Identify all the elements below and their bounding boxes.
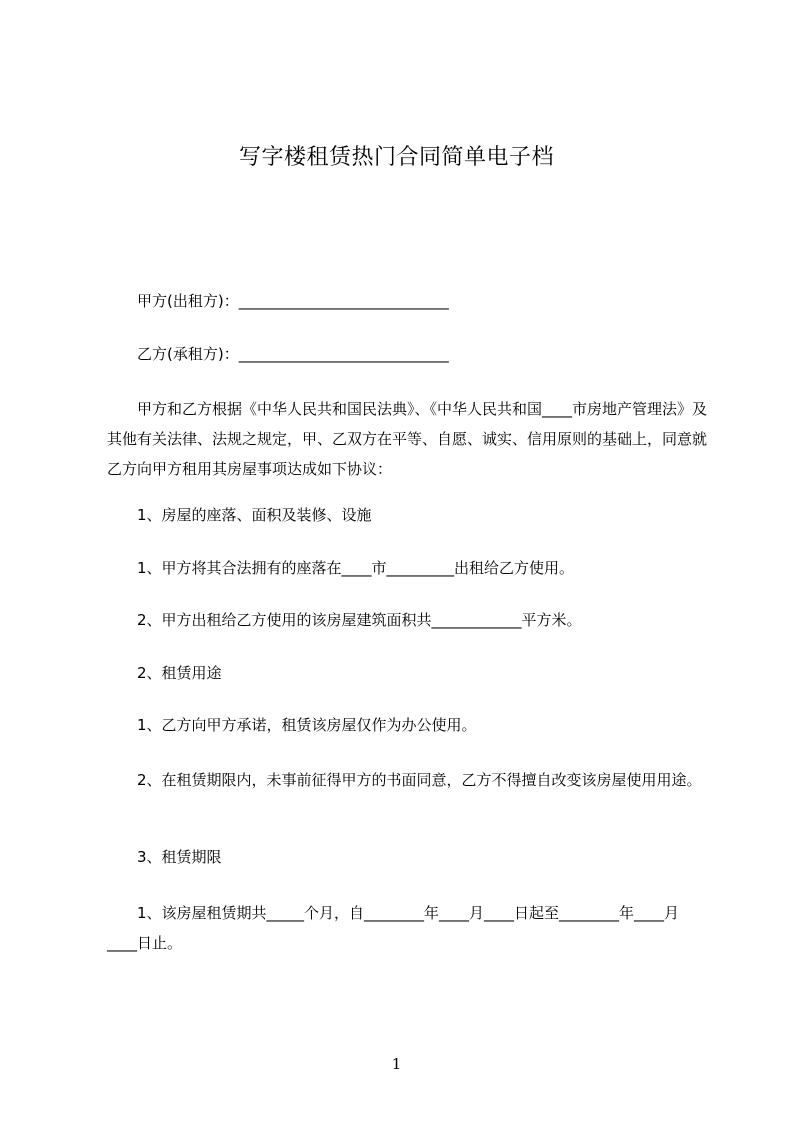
section1-item2: 2、甲方出租给乙方使用的该房屋建筑面积共____________平方米。 (137, 611, 582, 629)
page-number: 1 (391, 1055, 402, 1073)
party-a-line: 甲方(出租方)：____________________________ (137, 292, 449, 310)
document-title: 写字楼租赁热门合同简单电子档 (238, 145, 554, 170)
section3-item1: 1、该房屋租赁期共_____个月，自________年____月____日起至________年____月____日止。 (107, 904, 680, 952)
section2-item1: 1、乙方向甲方承诺，租赁该房屋仅作为办公使用。 (137, 716, 477, 734)
intro-paragraph: 甲方和乙方根据《中华人民共和国民法典》、《中华人民共和国____市房地产管理法》及其他有关法律、法规之规定，甲、乙双方在平等、自愿、诚实、信用原则的基础上，同意就乙方向甲方租用其房屋事项达成如下协议： (107, 400, 708, 478)
section2-heading: 2、租赁用途 (137, 664, 222, 682)
section1-heading: 1、房屋的座落、面积及装修、设施 (137, 506, 372, 524)
section3-heading: 3、租赁期限 (137, 848, 222, 866)
section2-item2: 2、在租赁期限内，未事前征得甲方的书面同意，乙方不得擅自改变该房屋使用用途。 (137, 771, 702, 789)
section1-item1: 1、甲方将其合法拥有的座落在____市_________出租给乙方使用。 (137, 559, 575, 577)
party-b-line: 乙方(承租方)：____________________________ (137, 345, 449, 363)
